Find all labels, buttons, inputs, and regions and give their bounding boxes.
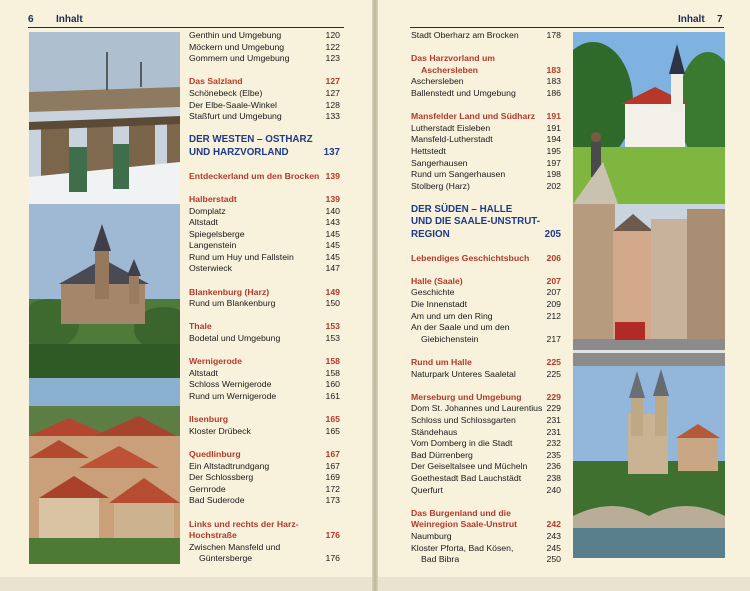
toc-entry: Osterwieck 147 xyxy=(189,263,340,274)
toc-entry: Bad Dürrenberg 235 xyxy=(411,449,561,460)
header-left: Inhalt xyxy=(56,14,83,25)
toc-entry: Möckern und Umgebung 122 xyxy=(189,41,340,52)
toc-entry: Hettstedt 195 xyxy=(411,145,561,156)
toc-section-heading: Das Burgenland und die xyxy=(411,507,511,518)
toc-section-heading: Thale 153 xyxy=(189,321,340,332)
toc-entry: Domplatz 140 xyxy=(189,205,340,216)
toc-right xyxy=(411,30,561,566)
toc-entry: Schönebeck (Elbe) 127 xyxy=(189,87,340,98)
toc-section-heading: Blankenburg (Harz) 149 xyxy=(189,286,340,297)
toc-section-heading: Entdeckerland um den Brocken 139 xyxy=(189,170,340,181)
toc-entry: Bodetal und Umgebung 153 xyxy=(189,333,340,344)
toc-entry: Naumburg 243 xyxy=(411,530,561,541)
toc-entry: Rund um Wernigerode 161 xyxy=(189,391,340,401)
toc-section-heading: Hochstraße 176 xyxy=(189,530,340,541)
toc-section-heading: Das Salzland 127 xyxy=(189,76,340,87)
toc-entry: Langenstein 145 xyxy=(189,240,340,251)
toc-section-heading: Aschersleben 183 xyxy=(421,64,561,75)
toc-section-heading: Halberstadt 139 xyxy=(189,193,340,204)
toc-entry: Staßfurt und Umgebung 133 xyxy=(189,111,340,122)
toc-entry: Der Elbe-Saale-Winkel 128 xyxy=(189,99,340,110)
photo-halle-street xyxy=(573,204,725,366)
toc-section-heading: Weinregion Saale-Unstrut 242 xyxy=(411,519,561,530)
toc-entry: Ein Altstadtrundgang 167 xyxy=(189,460,340,471)
toc-section-heading: Quedlinburg 167 xyxy=(189,448,340,459)
toc-entry: Kloster Pforta, Bad Kösen, 245 xyxy=(411,542,561,553)
toc-section-heading: Links und rechts der Harz- xyxy=(189,518,299,529)
toc-entry: Schloss Wernigerode 160 xyxy=(189,379,340,390)
toc-entry: Schloss und Schlossgarten 231 xyxy=(411,414,561,425)
page-number-right: 7 xyxy=(717,14,723,25)
toc-region-heading: UND HARZVORLAND 137 xyxy=(189,146,340,158)
header-right: Inhalt xyxy=(678,14,705,25)
toc-entry: Die Innenstadt 209 xyxy=(411,299,561,310)
toc-region-heading: DER SÜDEN – HALLE xyxy=(411,203,513,215)
toc-entry: Aschersleben 183 xyxy=(411,76,561,87)
toc-section-heading: Rund um Halle 225 xyxy=(411,357,561,368)
toc-entry: Kloster Drübeck 165 xyxy=(189,425,340,436)
toc-entry: Sangerhausen 197 xyxy=(411,157,561,168)
header-rule-right xyxy=(410,27,724,28)
toc-entry: Güntersberge 176 xyxy=(199,553,340,564)
toc-section-heading: Wernigerode 158 xyxy=(189,356,340,367)
toc-entry: Lutherstadt Eisleben 191 xyxy=(411,122,561,133)
toc-section-heading: Ilsenburg 165 xyxy=(189,414,340,425)
toc-left xyxy=(189,30,340,565)
toc-entry: Rund um Blankenburg 150 xyxy=(189,298,340,309)
toc-region-heading: UND DIE SAALE-UNSTRUT- xyxy=(411,216,540,228)
page-number-left: 6 xyxy=(28,14,34,25)
toc-entry: Altstadt 143 xyxy=(189,217,340,228)
photo-merseburg-cathedral xyxy=(573,366,725,558)
header-rule-left xyxy=(28,27,344,28)
toc-entry: Gernrode 172 xyxy=(189,483,340,494)
toc-entry: Ständehaus 231 xyxy=(411,426,561,437)
toc-entry: Naturpark Unteres Saaletal 225 xyxy=(411,368,561,379)
toc-section-heading: Merseburg und Umgebung 229 xyxy=(411,391,561,402)
toc-entry: Mansfeld-Lutherstadt 194 xyxy=(411,134,561,145)
toc-entry: Altstadt 158 xyxy=(189,367,340,378)
toc-entry: Ballenstedt und Umgebung 186 xyxy=(411,87,561,98)
toc-section-heading: Halle (Saale) 207 xyxy=(411,275,561,286)
toc-section-heading: Mansfelder Land und Südharz 191 xyxy=(411,111,561,122)
toc-entry: An der Saale und um den xyxy=(411,322,510,333)
toc-entry: Goethestadt Bad Lauchstädt 238 xyxy=(411,472,561,483)
toc-entry: Stadt Oberharz am Brocken 178 xyxy=(411,30,561,40)
photo-wernigerode-castle xyxy=(29,204,180,378)
toc-entry: Rund um Huy und Fallstein 145 xyxy=(189,251,340,262)
toc-entry: Stolberg (Harz) 202 xyxy=(411,180,561,191)
photo-salt-works-bridge xyxy=(29,32,180,204)
toc-entry: Giebichenstein 217 xyxy=(421,333,561,344)
toc-entry: Geschichte 207 xyxy=(411,287,561,298)
toc-section-heading: Lebendiges Geschichtsbuch 206 xyxy=(411,252,561,263)
toc-entry: Spiegelsberge 145 xyxy=(189,228,340,239)
toc-entry: Bad Bibra 250 xyxy=(421,554,561,565)
photo-quedlinburg-roofs xyxy=(29,378,180,564)
toc-entry: Rund um Sangerhausen 198 xyxy=(411,169,561,180)
toc-entry: Der Geiseltalsee und Mücheln 236 xyxy=(411,461,561,472)
left-page xyxy=(0,0,372,577)
right-page xyxy=(378,0,750,577)
toc-entry: Gommern und Umgebung 123 xyxy=(189,53,340,64)
toc-section-heading: Das Harzvorland um xyxy=(411,53,496,64)
toc-entry: Querfurt 240 xyxy=(411,484,561,495)
toc-region-heading: DER WESTEN – OSTHARZ xyxy=(189,134,313,146)
toc-region-heading: REGION 205 xyxy=(411,228,561,240)
photo-chapel-meadow xyxy=(573,32,725,204)
toc-entry: Vom Domberg in die Stadt 232 xyxy=(411,438,561,449)
toc-entry: Am und um den Ring 212 xyxy=(411,310,561,321)
toc-entry: Der Schlossberg 169 xyxy=(189,472,340,483)
toc-entry: Genthin und Umgebung 120 xyxy=(189,30,340,40)
toc-entry: Zwischen Mansfeld und xyxy=(189,541,281,552)
toc-entry: Dom St. Johannes und Laurentius 229 xyxy=(411,403,561,414)
toc-entry: Bad Suderode 173 xyxy=(189,495,340,506)
